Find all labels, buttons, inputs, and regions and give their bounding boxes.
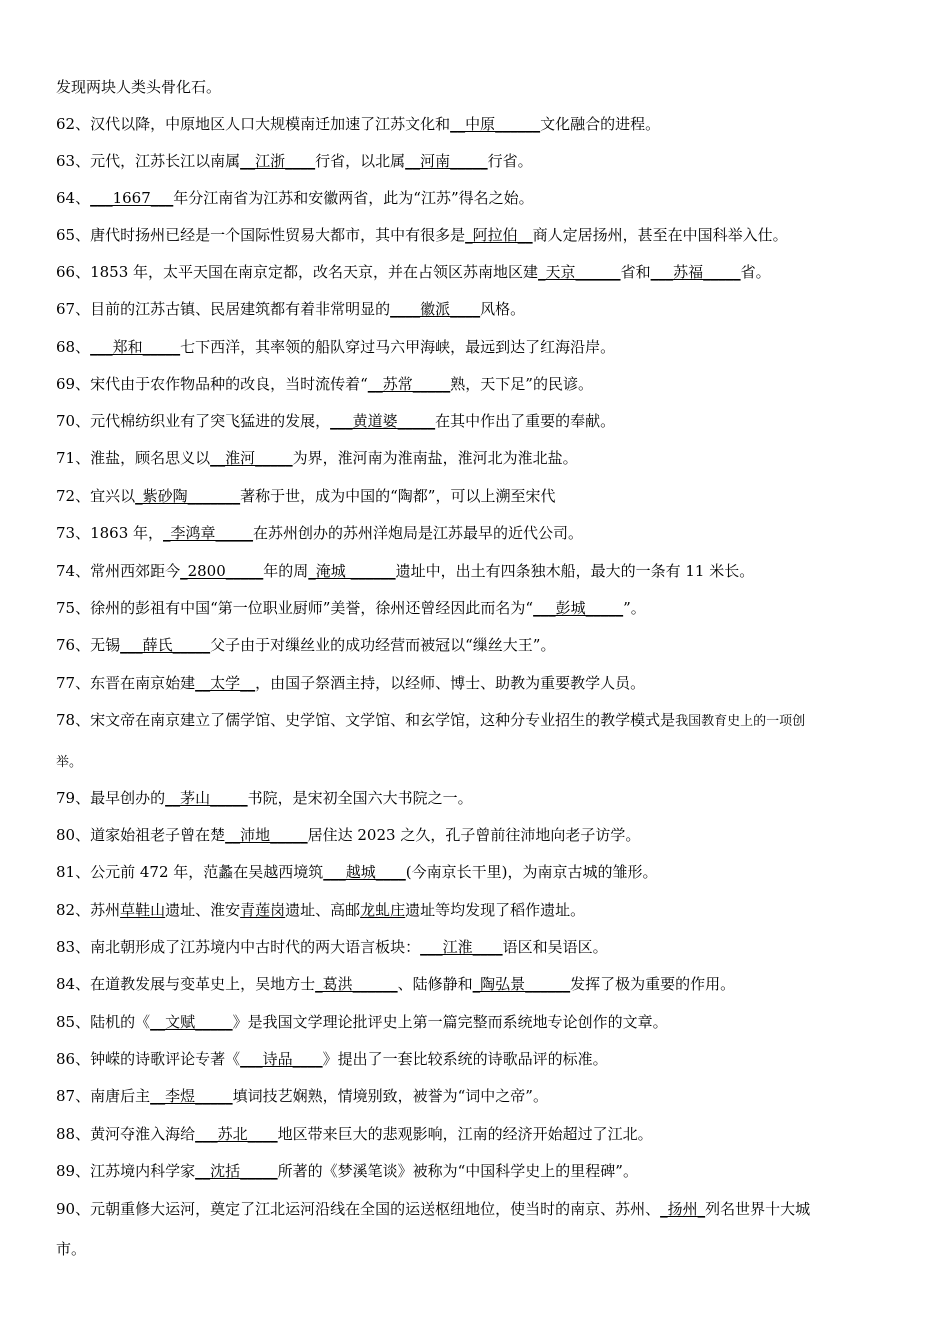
question-71: 71、淮盐，顾名思义以__淮河_____为界，淮河南为淮南盐，淮河北为淮北盐。 <box>56 449 578 467</box>
answer-blank: ___薛氏_____ <box>120 636 211 654</box>
question-86: 86、钟嵘的诗歌评论专著《___诗品____》提出了一套比较系统的诗歌品评的标准。 <box>56 1050 608 1068</box>
answer-blank: 龙虬庄 <box>360 901 406 919</box>
text-line: 举。 <box>56 755 83 770</box>
answer-blank: __太学__ <box>195 674 256 692</box>
answer-blank: __沛地_____ <box>225 826 308 844</box>
answer-blank: _陶弘景______ <box>472 975 571 993</box>
answer-blank: _扬州_ <box>660 1200 706 1218</box>
answer-blank: _2800_____ <box>180 562 264 580</box>
answer-blank: __茅山_____ <box>165 789 248 807</box>
answer-blank: ___彭城_____ <box>533 599 624 617</box>
question-81: 81、公元前 472 年，范蠡在吴越西境筑___越城____(今南京长干里)，为南京古城的雏形。 <box>56 863 658 881</box>
answer-blank: ____徽派____ <box>390 300 481 318</box>
text-line: 发现两块人类头骨化石。 <box>56 78 222 96</box>
question-88: 88、黄河夺淮入海给___苏北____地区带来巨大的悲观影响，江南的经济开始超过了江北。 <box>56 1125 653 1143</box>
question-64: 64、___1667___年分江南省为江苏和安徽两省，此为“江苏”得名之始。 <box>56 189 534 207</box>
answer-blank: ___江淮____ <box>420 938 503 956</box>
answer-blank: _阿拉伯__ <box>465 226 533 244</box>
answer-blank: ___苏北____ <box>195 1125 278 1143</box>
question-69: 69、宋代由于农作物品种的改良，当时流传着“__苏常_____熟，天下足”的民谚。 <box>56 375 593 393</box>
question-84: 84、在道教发展与变革史上，吴地方士_葛洪______、陆修静和_陶弘景______发挥了极为重要的作用。 <box>56 975 736 993</box>
answer-blank: ___黄道婆_____ <box>330 412 436 430</box>
answer-blank: _紫砂陶_______ <box>135 487 241 505</box>
answer-blank: __中原______ <box>450 115 541 133</box>
question-74: 74、常州西郊距今_2800_____年的周_淹城 ______遗址中，出土有四条独木船，最大的一条有 11 米长。 <box>56 562 755 580</box>
question-62: 62、汉代以降，中原地区人口大规模南迁加速了江苏文化和__中原______文化融合的进程。 <box>56 115 661 133</box>
question-66: 66、1853 年，太平天国在南京定都，改名天京，并在占领区苏南地区建_天京______省和___苏福_____省。 <box>56 263 771 281</box>
question-85: 85、陆机的《__文赋_____》是我国文学理论批评史上第一篇完整而系统地专论创作的文章。 <box>56 1013 668 1031</box>
answer-blank: __苏常_____ <box>367 375 451 393</box>
answer-blank: 青莲岗 <box>240 901 286 919</box>
question-77: 77、东晋在南京始建__太学__，由国子祭酒主持，以经师、博士、助教为重要教学人员。 <box>56 674 646 692</box>
question-79: 79、最早创办的__茅山_____书院，是宋初全国六大书院之一。 <box>56 789 473 807</box>
answer-blank: __沈括_____ <box>195 1162 278 1180</box>
text-line: 市。 <box>56 1240 87 1258</box>
answer-blank: ___诗品____ <box>240 1050 323 1068</box>
answer-blank: __河南_____ <box>405 152 488 170</box>
question-89: 89、江苏境内科学家__沈括_____所著的《梦溪笔谈》被称为“中国科学史上的里程碑”。 <box>56 1162 638 1180</box>
answer-blank: _淹城 ______ <box>308 562 396 580</box>
question-73: 73、1863 年，_李鸿章_____在苏州创办的苏州洋炮局是江苏最早的近代公司。 <box>56 524 584 542</box>
question-76: 76、无锡___薛氏_____父子由于对缫丝业的成功经营而被冠以“缫丝大王”。 <box>56 636 556 654</box>
question-70: 70、元代棉纺织业有了突飞猛进的发展，___黄道婆_____在其中作出了重要的奉献。 <box>56 412 616 430</box>
answer-blank: __江浙____ <box>240 152 316 170</box>
answer-blank: ___1667___ <box>90 189 174 207</box>
question-75: 75、徐州的彭祖有中国“第一位职业厨师”美誉，徐州还曾经因此而名为“___彭城_____”。 <box>56 599 646 617</box>
answer-blank: __淮河_____ <box>210 449 293 467</box>
answer-blank: _李鸿章_____ <box>163 524 254 542</box>
answer-blank: ___苏福_____ <box>650 263 741 281</box>
answer-blank: _葛洪______ <box>315 975 398 993</box>
answer-blank: __李煜_____ <box>150 1087 233 1105</box>
question-72: 72、宜兴以_紫砂陶_______著称于世，成为中国的“陶都”，可以上溯至宋代 <box>56 487 556 505</box>
answer-blank: ___郑和_____ <box>90 338 181 356</box>
answer-blank: 草鞋山 <box>120 901 166 919</box>
answer-blank: __文赋_____ <box>150 1013 233 1031</box>
question-90: 90、元朝重修大运河，奠定了江北运河沿线在全国的运送枢纽地位，使当时的南京、苏州、_扬州_列名世界十大城 <box>56 1200 811 1218</box>
question-78: 78、宋文帝在南京建立了儒学馆、史学馆、文学馆、和玄学馆，这种分专业招生的教学模式是我国教育史上的一项创 <box>56 711 806 729</box>
question-80: 80、道家始祖老子曾在楚__沛地_____居住达 2023 之久，孔子曾前往沛地向老子访学。 <box>56 826 641 844</box>
question-68: 68、___郑和_____七下西洋，其率领的船队穿过马六甲海峡，最远到达了红海沿岸。 <box>56 338 616 356</box>
question-67: 67、目前的江苏古镇、民居建筑都有着非常明显的____徽派____风格。 <box>56 300 526 318</box>
question-63: 63、元代，江苏长江以南属__江浙____行省，以北属__河南_____行省。 <box>56 152 533 170</box>
answer-blank: ___越城____ <box>323 863 406 881</box>
question-83: 83、南北朝形成了江苏境内中古时代的两大语言板块：___江淮____语区和吴语区。 <box>56 938 608 956</box>
question-87: 87、南唐后主__李煜_____填词技艺娴熟，情境别致，被誉为“词中之帝”。 <box>56 1087 548 1105</box>
question-82: 82、苏州草鞋山遗址、淮安青莲岗遗址、高邮龙虬庄遗址等均发现了稻作遗址。 <box>56 901 586 919</box>
question-65: 65、唐代时扬州已经是一个国际性贸易大都市，其中有很多是_阿拉伯__商人定居扬州，甚至在中国科举入仕。 <box>56 226 788 244</box>
answer-blank: _天京______ <box>538 263 621 281</box>
